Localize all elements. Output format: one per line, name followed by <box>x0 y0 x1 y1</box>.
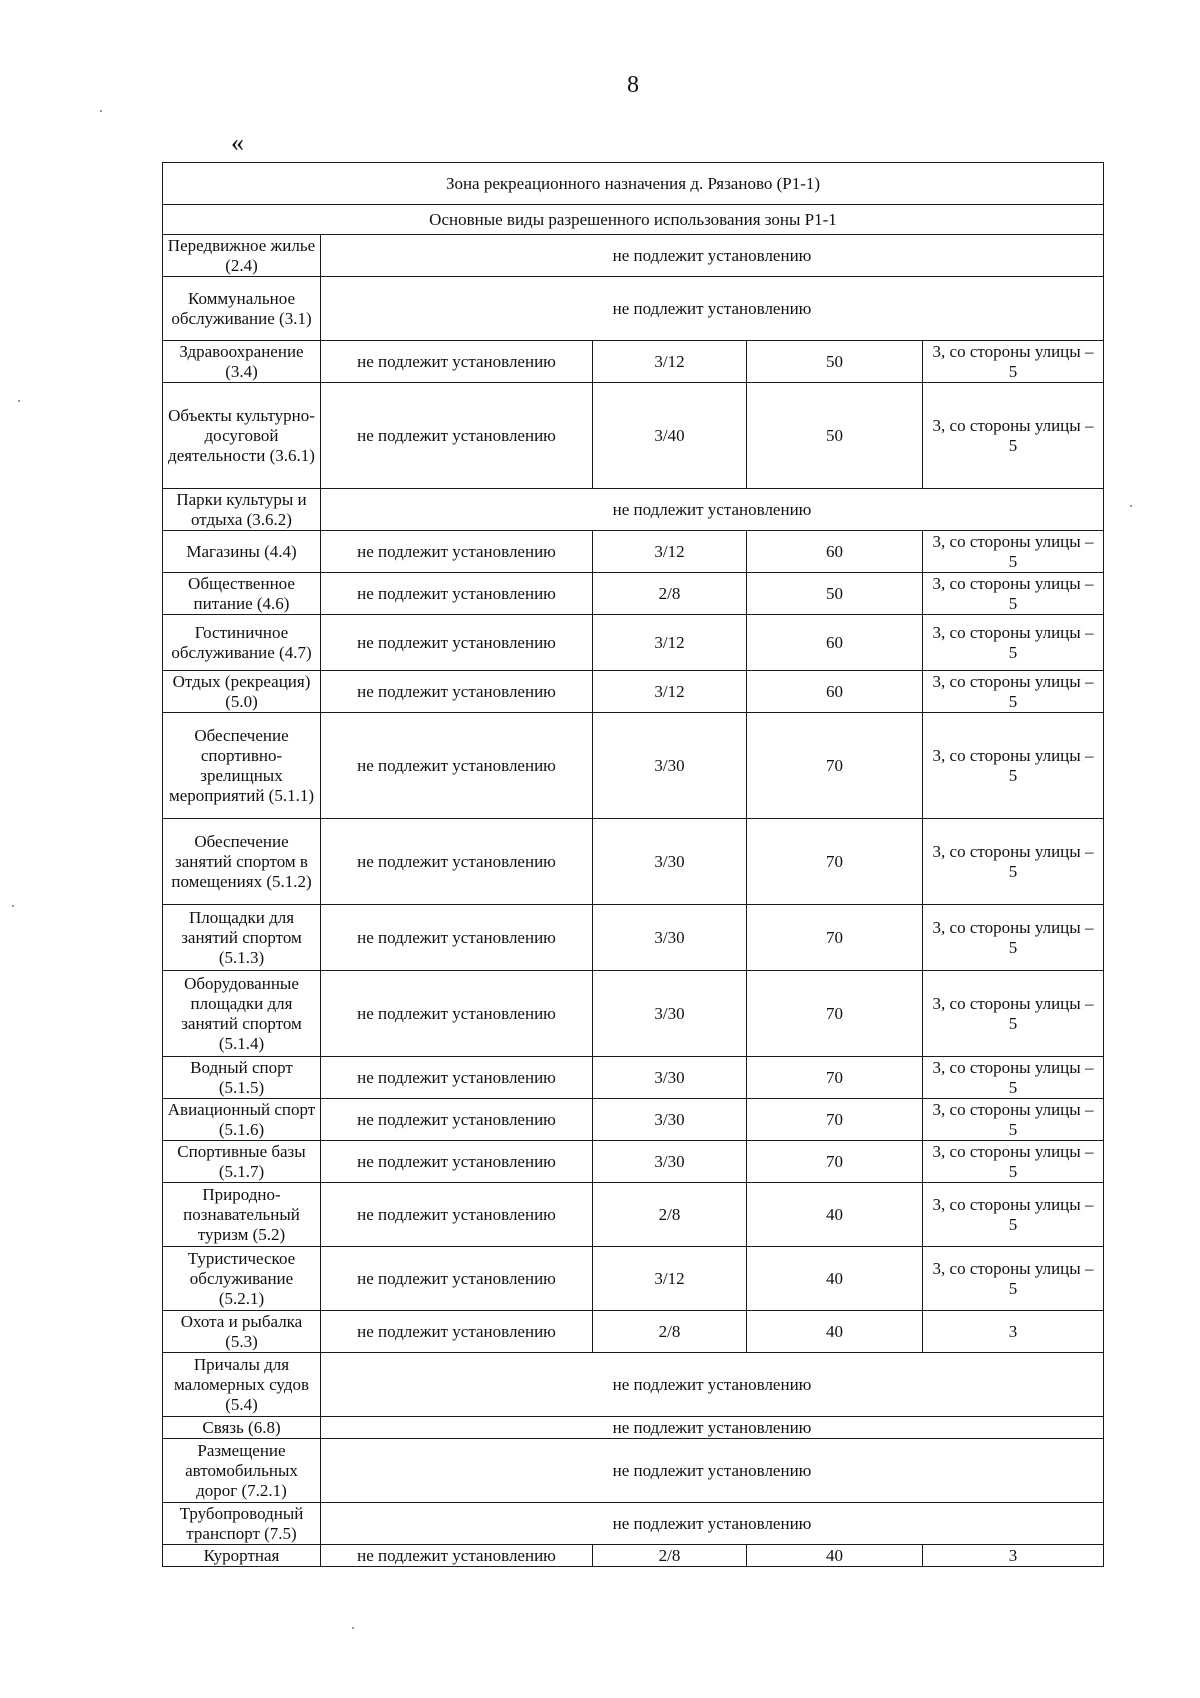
restriction-cell: не подлежит установлению <box>321 1099 593 1141</box>
row-name-cell: Охота и рыбалка (5.3) <box>163 1311 321 1353</box>
floors-height-cell: 3/30 <box>593 1099 747 1141</box>
table-row <box>163 1545 1104 1567</box>
floors-height-cell: 3/12 <box>593 341 747 383</box>
setback-cell: 3, со стороны улицы – 5 <box>923 1099 1104 1141</box>
page-number: 8 <box>627 72 639 98</box>
row-name-cell: Магазины (4.4) <box>163 531 321 573</box>
merged-value-cell: не подлежит установлению <box>321 1417 1104 1439</box>
setback-cell: 3 <box>923 1311 1104 1353</box>
setback-cell: 3 <box>923 1545 1104 1567</box>
coverage-cell: 70 <box>747 713 923 819</box>
coverage-cell: 40 <box>747 1183 923 1247</box>
setback-cell: 3, со стороны улицы – 5 <box>923 819 1104 905</box>
scan-speck <box>100 110 102 112</box>
restriction-cell: не подлежит установлению <box>321 1247 593 1311</box>
row-name-cell: Общественное питание (4.6) <box>163 573 321 615</box>
table-row <box>163 489 1104 531</box>
floors-height-cell: 3/30 <box>593 971 747 1057</box>
floors-height-cell: 2/8 <box>593 1545 747 1567</box>
restriction-cell: не подлежит установлению <box>321 671 593 713</box>
floors-height-cell: 3/12 <box>593 671 747 713</box>
setback-cell: 3, со стороны улицы – 5 <box>923 531 1104 573</box>
table-row <box>163 531 1104 573</box>
coverage-cell: 40 <box>747 1247 923 1311</box>
table-row <box>163 1353 1104 1417</box>
row-name-cell: Отдых (рекреация) (5.0) <box>163 671 321 713</box>
floors-height-cell: 3/30 <box>593 1141 747 1183</box>
setback-cell: 3, со стороны улицы – 5 <box>923 573 1104 615</box>
row-name-cell: Трубопроводный транспорт (7.5) <box>163 1503 321 1545</box>
coverage-cell: 50 <box>747 573 923 615</box>
row-name-cell: Спортивные базы (5.1.7) <box>163 1141 321 1183</box>
row-name-cell: Коммунальное обслуживание (3.1) <box>163 277 321 341</box>
restriction-cell: не подлежит установлению <box>321 1141 593 1183</box>
table-title: Зона рекреационного назначения д. Рязаново (Р1-1) <box>163 163 1104 205</box>
scan-speck <box>18 400 20 402</box>
row-name-cell: Причалы для маломерных судов (5.4) <box>163 1353 321 1417</box>
restriction-cell: не подлежит установлению <box>321 615 593 671</box>
row-name-cell: Курортная <box>163 1545 321 1567</box>
setback-cell: 3, со стороны улицы – 5 <box>923 905 1104 971</box>
table-title-row <box>163 163 1104 205</box>
floors-height-cell: 3/30 <box>593 1057 747 1099</box>
coverage-cell: 70 <box>747 819 923 905</box>
row-name-cell: Передвижное жилье (2.4) <box>163 235 321 277</box>
scan-speck <box>352 1627 354 1629</box>
restriction-cell: не подлежит установлению <box>321 1057 593 1099</box>
setback-cell: 3, со стороны улицы – 5 <box>923 1057 1104 1099</box>
restriction-cell: не подлежит установлению <box>321 341 593 383</box>
restriction-cell: не подлежит установлению <box>321 531 593 573</box>
row-name-cell: Природно-познавательный туризм (5.2) <box>163 1183 321 1247</box>
restriction-cell: не подлежит установлению <box>321 383 593 489</box>
table-row <box>163 1183 1104 1247</box>
setback-cell: 3, со стороны улицы – 5 <box>923 615 1104 671</box>
table-row <box>163 573 1104 615</box>
table-row <box>163 819 1104 905</box>
coverage-cell: 70 <box>747 1057 923 1099</box>
floors-height-cell: 2/8 <box>593 1311 747 1353</box>
row-name-cell: Авиационный спорт (5.1.6) <box>163 1099 321 1141</box>
coverage-cell: 40 <box>747 1545 923 1567</box>
floors-height-cell: 3/12 <box>593 531 747 573</box>
row-name-cell: Обеспечение занятий спортом в помещениях (5.1.2) <box>163 819 321 905</box>
table-subtitle: Основные виды разрешенного использования зоны Р1-1 <box>163 205 1104 235</box>
coverage-cell: 70 <box>747 1141 923 1183</box>
floors-height-cell: 3/30 <box>593 905 747 971</box>
coverage-cell: 60 <box>747 615 923 671</box>
table-row <box>163 277 1104 341</box>
floors-height-cell: 3/30 <box>593 713 747 819</box>
scan-speck <box>1130 505 1132 507</box>
table-row <box>163 1503 1104 1545</box>
coverage-cell: 70 <box>747 905 923 971</box>
floors-height-cell: 3/12 <box>593 1247 747 1311</box>
table-row <box>163 671 1104 713</box>
restriction-cell: не подлежит установлению <box>321 573 593 615</box>
table-row <box>163 971 1104 1057</box>
row-name-cell: Связь (6.8) <box>163 1417 321 1439</box>
setback-cell: 3, со стороны улицы – 5 <box>923 1141 1104 1183</box>
table-row <box>163 235 1104 277</box>
merged-value-cell: не подлежит установлению <box>321 235 1104 277</box>
row-name-cell: Водный спорт (5.1.5) <box>163 1057 321 1099</box>
table-row <box>163 713 1104 819</box>
scan-speck <box>12 905 14 907</box>
restriction-cell: не подлежит установлению <box>321 1183 593 1247</box>
table-row <box>163 1247 1104 1311</box>
coverage-cell: 60 <box>747 671 923 713</box>
row-name-cell: Объекты культурно-досуговой деятельности (3.6.1) <box>163 383 321 489</box>
table-row <box>163 1311 1104 1353</box>
quote-mark: « <box>231 128 244 157</box>
setback-cell: 3, со стороны улицы – 5 <box>923 971 1104 1057</box>
merged-value-cell: не подлежит установлению <box>321 1439 1104 1503</box>
table-row <box>163 341 1104 383</box>
row-name-cell: Парки культуры и отдыха (3.6.2) <box>163 489 321 531</box>
table-row <box>163 1439 1104 1503</box>
floors-height-cell: 2/8 <box>593 1183 747 1247</box>
floors-height-cell: 3/40 <box>593 383 747 489</box>
table-row <box>163 383 1104 489</box>
restriction-cell: не подлежит установлению <box>321 905 593 971</box>
floors-height-cell: 2/8 <box>593 573 747 615</box>
coverage-cell: 40 <box>747 1311 923 1353</box>
setback-cell: 3, со стороны улицы – 5 <box>923 713 1104 819</box>
restriction-cell: не подлежит установлению <box>321 971 593 1057</box>
table-row <box>163 1057 1104 1099</box>
table-row <box>163 1099 1104 1141</box>
table-row <box>163 1141 1104 1183</box>
merged-value-cell: не подлежит установлению <box>321 489 1104 531</box>
merged-value-cell: не подлежит установлению <box>321 277 1104 341</box>
setback-cell: 3, со стороны улицы – 5 <box>923 671 1104 713</box>
restriction-cell: не подлежит установлению <box>321 713 593 819</box>
merged-value-cell: не подлежит установлению <box>321 1503 1104 1545</box>
coverage-cell: 60 <box>747 531 923 573</box>
table-row <box>163 1417 1104 1439</box>
coverage-cell: 50 <box>747 341 923 383</box>
restriction-cell: не подлежит установлению <box>321 1311 593 1353</box>
table-row <box>163 905 1104 971</box>
table-row <box>163 615 1104 671</box>
row-name-cell: Здравоохранение (3.4) <box>163 341 321 383</box>
restriction-cell: не подлежит установлению <box>321 819 593 905</box>
restriction-cell: не подлежит установлению <box>321 1545 593 1567</box>
coverage-cell: 70 <box>747 971 923 1057</box>
row-name-cell: Обеспечение спортивно-зрелищных мероприятий (5.1.1) <box>163 713 321 819</box>
coverage-cell: 50 <box>747 383 923 489</box>
floors-height-cell: 3/30 <box>593 819 747 905</box>
row-name-cell: Туристическое обслуживание (5.2.1) <box>163 1247 321 1311</box>
setback-cell: 3, со стороны улицы – 5 <box>923 1247 1104 1311</box>
table-subtitle-row <box>163 205 1104 235</box>
row-name-cell: Размещение автомобильных дорог (7.2.1) <box>163 1439 321 1503</box>
coverage-cell: 70 <box>747 1099 923 1141</box>
setback-cell: 3, со стороны улицы – 5 <box>923 1183 1104 1247</box>
setback-cell: 3, со стороны улицы – 5 <box>923 341 1104 383</box>
row-name-cell: Оборудованные площадки для занятий спортом (5.1.4) <box>163 971 321 1057</box>
row-name-cell: Площадки для занятий спортом (5.1.3) <box>163 905 321 971</box>
merged-value-cell: не подлежит установлению <box>321 1353 1104 1417</box>
zoning-table <box>162 162 1104 1567</box>
setback-cell: 3, со стороны улицы – 5 <box>923 383 1104 489</box>
floors-height-cell: 3/12 <box>593 615 747 671</box>
row-name-cell: Гостиничное обслуживание (4.7) <box>163 615 321 671</box>
